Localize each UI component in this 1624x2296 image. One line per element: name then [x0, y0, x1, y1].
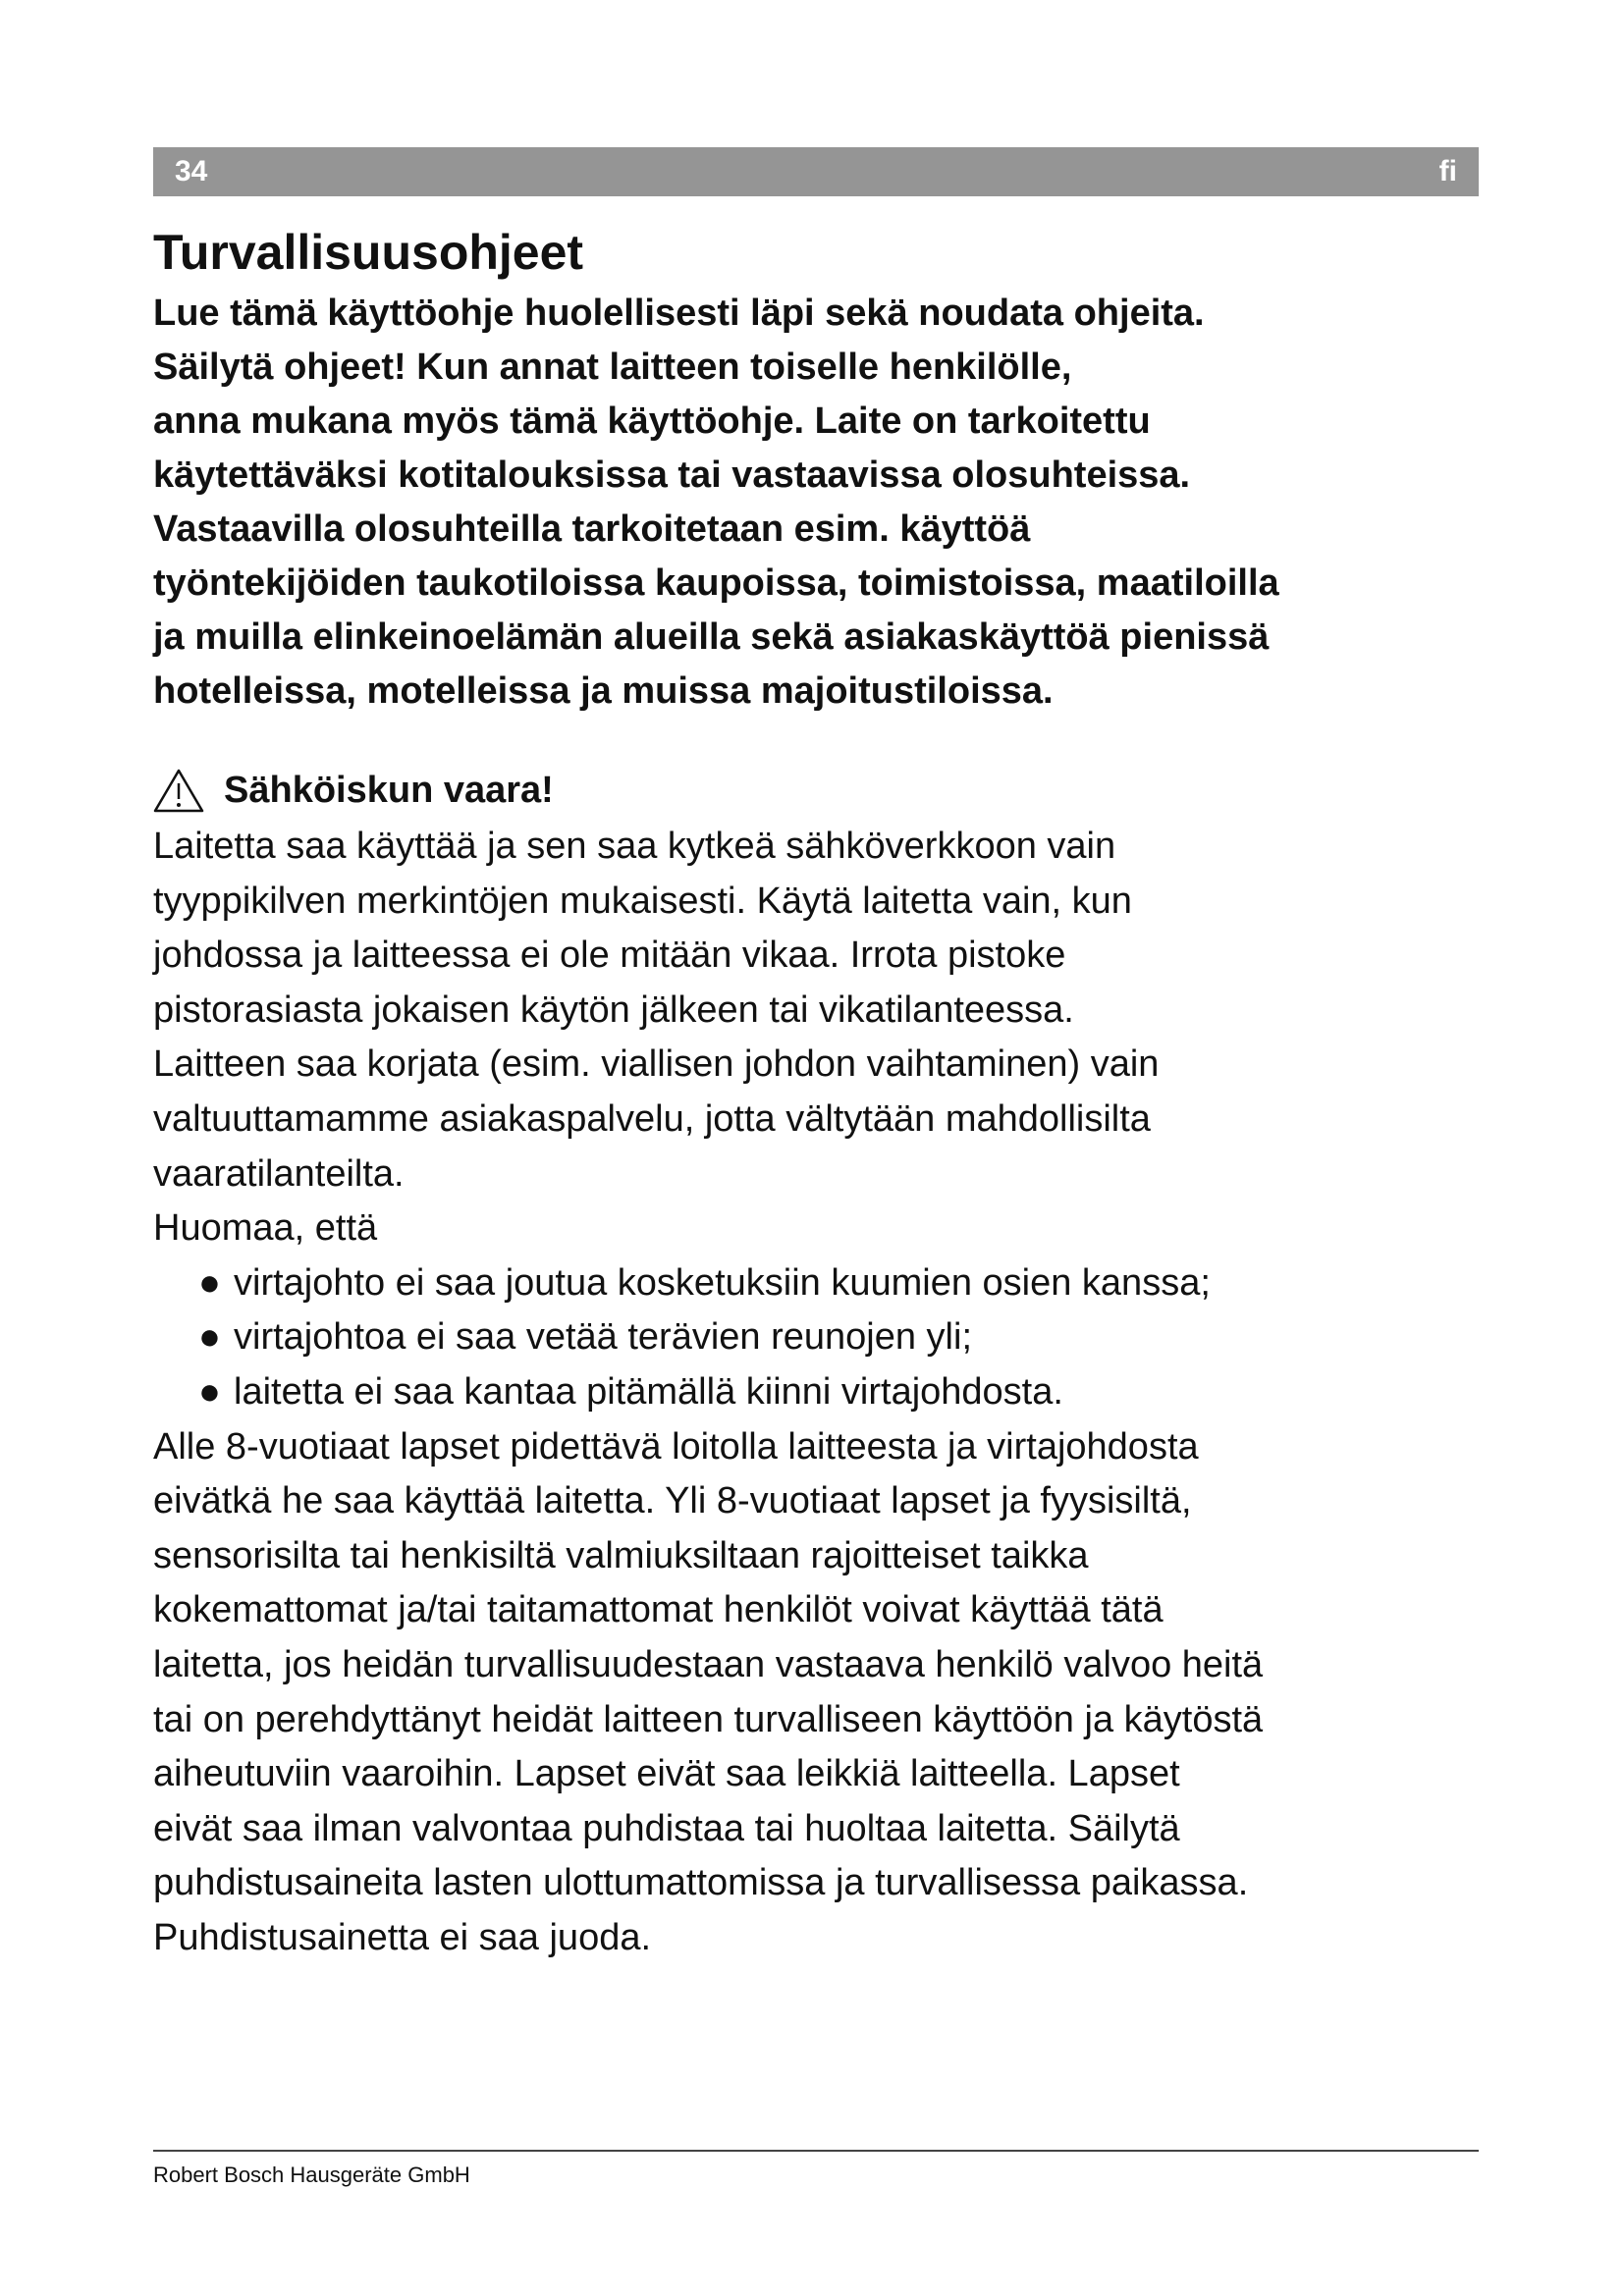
warning-bullet-list — [153, 1256, 1489, 1420]
page-title: Turvallisuusohjeet — [153, 225, 584, 280]
list-item — [153, 1310, 1489, 1365]
body-line: kokemattomat ja/tai taitamattomat henkilöt voivat käyttää tätä — [153, 1589, 1164, 1631]
warning-title: Sähköiskun vaara! — [224, 769, 554, 811]
warning-paragraph — [153, 820, 1489, 1256]
intro-line: työntekijöiden taukotiloissa kaupoissa, toimistoissa, maatiloilla — [153, 562, 1279, 604]
body-line: puhdistusaineita lasten ulottumattomissa ja turvallisessa paikassa. — [153, 1862, 1249, 1904]
body-line: eivätkä he saa käyttää laitetta. Yli 8-vuotiaat lapset ja fyysisiltä, — [153, 1480, 1192, 1522]
children-safety-paragraph — [153, 1420, 1489, 1966]
footer-company: Robert Bosch Hausgeräte GmbH — [153, 2163, 470, 2187]
body-line: Huomaa, että — [153, 1207, 378, 1250]
intro-line: Lue tämä käyttöohje huolellisesti läpi sekä noudata ohjeita. — [153, 293, 1205, 334]
footer-divider — [153, 2150, 1479, 2152]
intro-paragraph — [153, 287, 1489, 719]
bullet-text: virtajohtoa ei saa vetää terävien reunojen yli; — [234, 1316, 973, 1359]
list-item — [153, 1365, 1489, 1420]
body-line: laitetta, jos heidän turvallisuudestaan vastaava henkilö valvoo heitä — [153, 1643, 1264, 1685]
language-code: fi — [1438, 155, 1457, 187]
body-line: sensorisilta tai henkisiltä valmiuksiltaan rajoitteiset taikka — [153, 1534, 1089, 1576]
intro-line: käytettäväksi kotitalouksissa tai vastaavissa olosuhteissa. — [153, 454, 1191, 496]
bullet-icon: ● — [198, 1316, 221, 1359]
body-line: pistorasiasta jokaisen käytön jälkeen tai vikatilanteessa. — [153, 988, 1074, 1031]
body-line: Puhdistusainetta ei saa juoda. — [153, 1916, 652, 1958]
intro-line: Säilytä ohjeet! Kun annat laitteen toiselle henkilölle, — [153, 347, 1072, 388]
bullet-text: laitetta ei saa kantaa pitämällä kiinni virtajohdosta. — [234, 1370, 1063, 1413]
intro-line: Vastaavilla olosuhteilla tarkoitetaan esim. käyttöä — [153, 508, 1031, 550]
intro-line: ja muilla elinkeinoelämän alueilla sekä asiakaskäyttöä pienissä — [153, 616, 1270, 658]
page-header-bar — [153, 147, 1479, 196]
page-number: 34 — [175, 155, 208, 187]
body-line: Alle 8-vuotiaat lapset pidettävä loitolla laitteesta ja virtajohdosta — [153, 1425, 1199, 1468]
body-line: Laitteen saa korjata (esim. viallisen johdon vaihtaminen) vain — [153, 1043, 1160, 1086]
warning-triangle-icon — [153, 768, 204, 813]
body-line: tyyppikilven merkintöjen mukaisesti. Käytä laitetta vain, kun — [153, 880, 1132, 922]
body-line: valtuuttamamme asiakaspalvelu, jotta vältytään mahdollisilta — [153, 1097, 1151, 1140]
bullet-icon: ● — [198, 1370, 221, 1413]
body-line: eivät saa ilman valvontaa puhdistaa tai huoltaa laitetta. Säilytä — [153, 1807, 1180, 1849]
bullet-text: virtajohto ei saa joutua kosketuksiin kuumien osien kanssa; — [234, 1261, 1211, 1304]
warning-heading — [153, 761, 1489, 820]
bullet-icon: ● — [198, 1261, 221, 1304]
intro-line: anna mukana myös tämä käyttöohje. Laite on tarkoitettu — [153, 400, 1151, 442]
intro-line: hotelleissa, motelleissa ja muissa majoitustiloissa. — [153, 670, 1054, 712]
body-line: aiheutuviin vaaroihin. Lapset eivät saa leikkiä laitteella. Lapset — [153, 1753, 1180, 1795]
page-content — [153, 218, 1489, 1965]
body-line: Laitetta saa käyttää ja sen saa kytkeä sähköverkkoon vain — [153, 826, 1116, 867]
body-line: johdossa ja laitteessa ei ole mitään vikaa. Irrota pistoke — [153, 934, 1066, 977]
list-item — [153, 1256, 1489, 1311]
body-line: vaaratilanteilta. — [153, 1152, 405, 1195]
body-line: tai on perehdyttänyt heidät laitteen turvalliseen käyttöön ja käytöstä — [153, 1698, 1264, 1740]
